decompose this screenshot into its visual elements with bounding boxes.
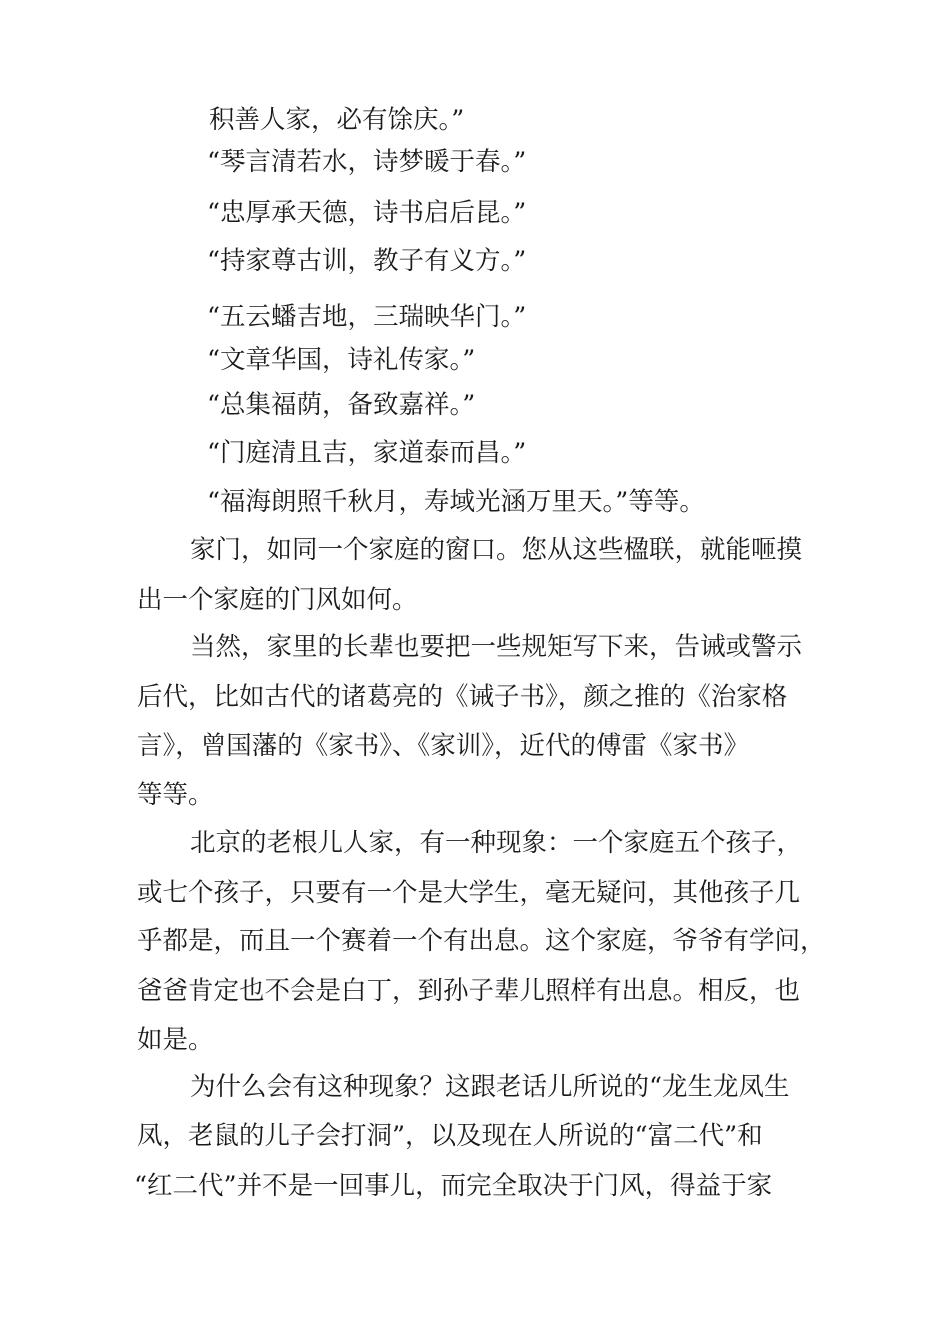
couplet-line: “福海朗照千秋月，寿域光涵万里天。”等等。 <box>207 487 705 517</box>
couplet-line: “五云蟠吉地，三瑞映华门。” <box>207 302 527 332</box>
paragraph-line: 为什么会有这种现象？这跟老话儿所说的“龙生龙凤生 <box>190 1072 790 1102</box>
paragraph-line: 后代，比如古代的诸葛亮的《诫子书》，颜之推的《治家格 <box>137 682 788 712</box>
paragraph-line: 出一个家庭的门风如何。 <box>137 585 418 615</box>
paragraph-line: 当然，家里的长辈也要把一些规矩写下来，告诫或警示 <box>190 632 803 662</box>
paragraph-line: 等等。 <box>137 780 214 810</box>
couplet-line: “文章华国，诗礼传家。” <box>207 345 476 375</box>
paragraph-line: 凤，老鼠的儿子会打洞”，以及现在人所说的“富二代”和 <box>137 1121 763 1151</box>
couplet-line: “门庭清且吉，家道泰而昌。” <box>207 438 527 468</box>
couplet-line: “琴言清若水，诗梦暖于春。” <box>207 147 527 177</box>
couplet-line: 积善人家，必有馀庆。” <box>209 105 465 135</box>
couplet-line: “忠厚承天德，诗书启后昆。” <box>207 198 527 228</box>
paragraph-line: 言》，曾国藩的《家书》、《家训》，近代的傅雷《家书》 <box>137 731 750 761</box>
paragraph-line: 家门，如同一个家庭的窗口。您从这些楹联，就能咂摸 <box>190 535 803 565</box>
paragraph-line: 乎都是，而且一个赛着一个有出息。这个家庭，爷爷有学问， <box>137 926 826 956</box>
paragraph-line: 爸爸肯定也不会是白丁，到孙子辈儿照样有出息。相反，也 <box>137 976 801 1006</box>
paragraph-line: “红二代”并不是一回事儿，而完全取决于门风，得益于家 <box>134 1171 773 1201</box>
couplet-line: “持家尊古训，教子有义方。” <box>207 246 527 276</box>
paragraph-line: 如是。 <box>137 1025 214 1055</box>
couplet-line: “总集福荫，备致嘉祥。” <box>207 390 476 420</box>
paragraph-line: 北京的老根儿人家，有一种现象：一个家庭五个孩子， <box>190 828 803 858</box>
paragraph-line: 或七个孩子，只要有一个是大学生，毫无疑问，其他孩子几 <box>137 878 801 908</box>
